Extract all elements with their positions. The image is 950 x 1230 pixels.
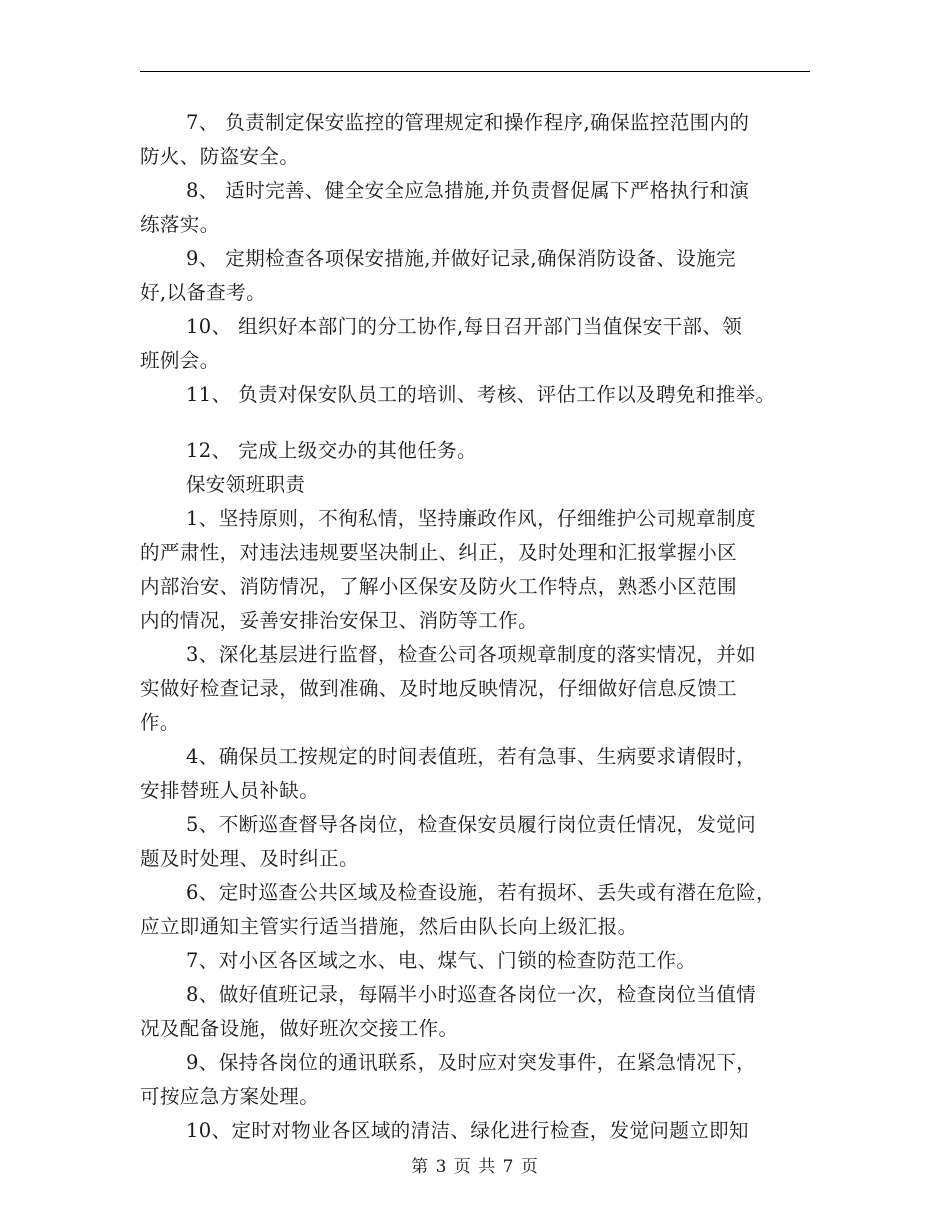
paragraph-line: 9、保持各岗位的通讯联系，及时应对突发事件，在紧急情况下，	[186, 1051, 757, 1074]
paragraph-gap	[140, 412, 830, 434]
paragraph-line: 7、 负责制定保安监控的管理规定和操作程序,确保监控范围内的	[186, 111, 750, 134]
page-number: 第 3 页 共 7 页	[411, 1157, 539, 1177]
paragraph-line: 实做好检查记录，做到准确、及时地反映情况，仔细做好信息反馈工	[140, 677, 738, 700]
paragraph-line: 的严肃性，对违法违规要坚决制止、纠正，及时处理和汇报掌握小区	[140, 541, 738, 564]
paragraph-line: 8、 适时完善、健全安全应急措施,并负责督促属下严格执行和演	[186, 179, 750, 202]
document-body	[140, 106, 830, 1148]
paragraph-line: 可按应急方案处理。	[140, 1085, 320, 1108]
paragraph-line: 9、 定期检查各项保安措施,并做好记录,确保消防设备、设施完	[186, 247, 737, 270]
paragraph-line: 应立即通知主管实行适当措施，然后由队长向上级汇报。	[140, 915, 638, 938]
paragraph-line: 10、 组织好本部门的分工协作,每日召开部门当值保安干部、领	[186, 315, 743, 338]
paragraph-line: 7、对小区各区域之水、电、煤气、门锁的检查防范工作。	[186, 949, 697, 972]
paragraph-line: 4、确保员工按规定的时间表值班，若有急事、生病要求请假时，	[186, 745, 757, 768]
paragraph-line: 内部治安、消防情况，了解小区保安及防火工作特点，熟悉小区范围	[140, 575, 738, 598]
paragraph-line: 防火、防盗安全。	[140, 145, 300, 168]
paragraph-line: 好,以备查考。	[140, 281, 266, 304]
paragraph-line: 作。	[140, 711, 180, 734]
paragraph-line: 况及配备设施，做好班次交接工作。	[140, 1017, 459, 1040]
paragraph-line: 练落实。	[140, 213, 220, 236]
paragraph-line: 1、坚持原则，不徇私情，坚持廉政作风，仔细维护公司规章制度	[186, 507, 757, 530]
paragraph-line: 6、定时巡查公共区域及检查设施，若有损坏、丢失或有潜在危险，	[186, 881, 776, 904]
paragraph-line: 班例会。	[140, 349, 220, 372]
paragraph-line: 8、做好值班记录，每隔半小时巡查各岗位一次，检查岗位当值情	[186, 983, 757, 1006]
paragraph-line: 5、不断巡查督导各岗位，检查保安员履行岗位责任情况，发觉问	[186, 813, 757, 836]
paragraph-line: 内的情况，妥善安排治安保卫、消防等工作。	[140, 609, 539, 632]
paragraph-line: 12、 完成上级交办的其他任务。	[186, 439, 477, 462]
header-rule	[140, 71, 810, 72]
section-heading: 保安领班职责	[186, 473, 306, 496]
paragraph-line: 3、深化基层进行监督，检查公司各项规章制度的落实情况，并如	[186, 643, 757, 666]
paragraph-line: 题及时处理、及时纠正。	[140, 847, 359, 870]
paragraph-line: 10、定时对物业各区域的清洁、绿化进行检查，发觉问题立即知	[186, 1119, 749, 1142]
paragraph-line: 安排替班人员补缺。	[140, 779, 320, 802]
paragraph-line: 11、 负责对保安队员工的培训、考核、评估工作以及聘免和推举。	[186, 383, 776, 406]
